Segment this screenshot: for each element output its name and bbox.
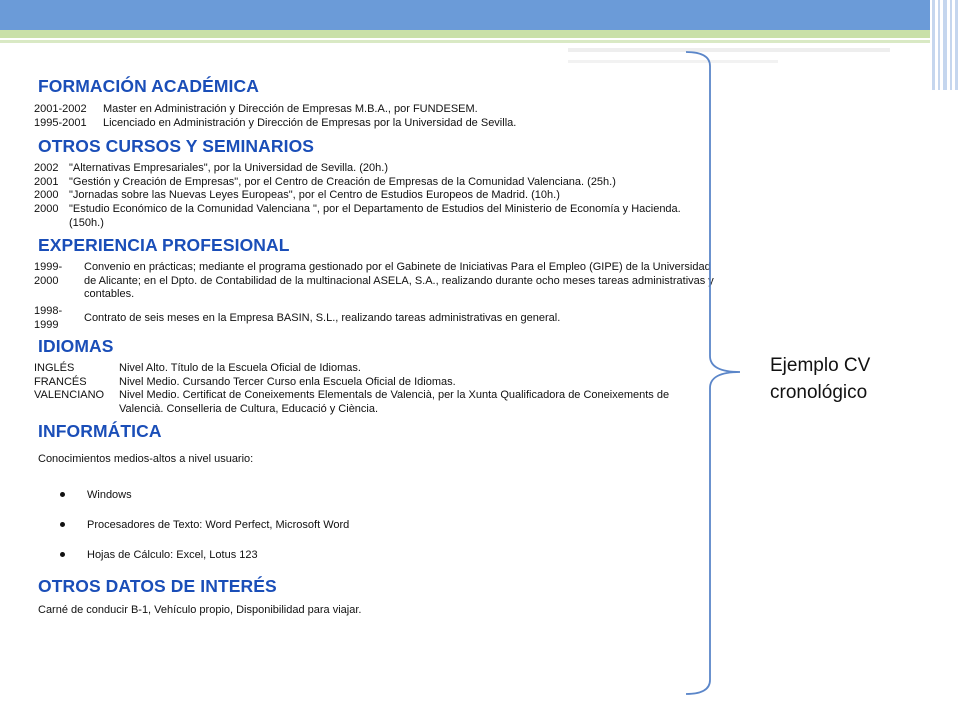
item-text: Convenio en prácticas; mediante el programa gestionado por el Gabinete de Iniciativas Para el Empleo (GIPE) de la Universidad de Alicante; en el Dpto. de Contabilidad de la multinacional ASELA, S.A., realizando durante ocho meses tareas administrativas y contables. — [84, 261, 714, 301]
bullet-icon — [60, 522, 65, 527]
list-item — [34, 103, 714, 117]
list-item — [60, 540, 714, 570]
list-item — [34, 117, 714, 131]
list-item — [34, 362, 714, 376]
list-item — [34, 189, 714, 203]
informatica-intro: Conocimientos medios-altos a nivel usuario: — [38, 452, 254, 465]
item-text: Contrato de seis meses en la Empresa BASIN, S.L., realizando tareas administrativas en general. — [84, 311, 561, 324]
item-text: Nivel Medio. Certificat de Coneixements Elementals de Valencià, per la Xunta Qualificadora de Coneixements de Valencià. Conselleria de Cultura, Educació y Ciència. — [119, 389, 670, 415]
brace-path — [686, 52, 740, 694]
bullet-icon — [60, 492, 65, 497]
section-title-idiomas: IDIOMAS — [38, 336, 114, 357]
item-text: "Gestión y Creación de Empresas", por el Centro de Creación de Empresas de la Comunidad Valenciana. (25h.) — [69, 175, 616, 188]
item-language: FRANCÉS — [34, 375, 87, 388]
slide-top-bar — [0, 0, 930, 30]
item-text: Licenciado en Administración y Dirección de Empresas por la Universidad de Sevilla. — [103, 116, 517, 129]
paper-edge — [568, 60, 778, 63]
section-title-experiencia: EXPERIENCIA PROFESIONAL — [38, 235, 290, 256]
slide-green-line — [0, 40, 930, 43]
item-year: 1995-2001 — [34, 116, 87, 129]
informatica-list — [60, 480, 714, 570]
side-label-line1: Ejemplo CV — [770, 355, 871, 376]
section-title-otros: OTROS DATOS DE INTERÉS — [38, 575, 277, 596]
idiomas-list — [34, 362, 714, 416]
item-year: 2001-2002 — [34, 103, 87, 115]
item-text: Windows — [87, 488, 132, 501]
curly-brace — [684, 50, 744, 696]
list-item — [34, 176, 714, 190]
item-language: VALENCIANO — [34, 389, 105, 402]
experiencia-list — [34, 261, 714, 332]
list-item — [34, 203, 714, 230]
item-text: Procesadores de Texto: Word Perfect, Microsoft Word — [87, 518, 350, 531]
cv-document — [34, 76, 714, 617]
item-text: "Estudio Económico de la Comunidad Valenciana ", por el Departamento de Estudios del Ministerio de Economía y Hacienda. (150h.) — [69, 202, 681, 229]
item-text: Nivel Alto. Título de la Escuela Oficial de Idiomas. — [119, 362, 361, 375]
item-year: 1999- 2000 — [34, 261, 63, 287]
formacion-list — [34, 103, 714, 130]
item-text: "Alternativas Empresariales", por la Universidad de Sevilla. (20h.) — [69, 162, 389, 175]
item-language: INGLÉS — [34, 362, 75, 375]
item-text: "Jornadas sobre las Nuevas Leyes Europeas", por el Centro de Estudios Europeos de Madrid. (10h.) — [69, 189, 560, 202]
slide-green-band — [0, 30, 930, 38]
bullet-icon — [60, 552, 65, 557]
section-title-formacion: FORMACIÓN ACADÉMICA — [38, 76, 259, 96]
list-item — [34, 389, 714, 416]
list-item — [34, 261, 714, 302]
side-label — [770, 352, 870, 406]
list-item — [60, 480, 714, 510]
list-item — [60, 510, 714, 540]
list-item — [34, 376, 714, 390]
section-title-informatica: INFORMÁTICA — [38, 420, 162, 441]
item-year: 2000 — [34, 202, 59, 215]
item-text: Hojas de Cálculo: Excel, Lotus 123 — [87, 548, 258, 561]
otros-text: Carné de conducir B-1, Vehículo propio, Disponibilidad para viajar. — [38, 603, 362, 616]
list-item — [34, 305, 714, 332]
item-year: 1998- 1999 — [34, 304, 63, 331]
item-text: Nivel Medio. Cursando Tercer Curso enla Escuela Oficial de Idiomas. — [119, 375, 456, 388]
section-title-cursos: OTROS CURSOS Y SEMINARIOS — [38, 136, 315, 157]
item-year: 2000 — [34, 189, 59, 202]
slide-corner-stripes — [930, 0, 960, 90]
item-year: 2002 — [34, 162, 59, 175]
side-label-line2: cronológico — [770, 382, 868, 403]
item-year: 2001 — [34, 175, 59, 188]
list-item — [34, 162, 714, 176]
cursos-list — [34, 162, 714, 230]
item-text: Master en Administración y Dirección de Empresas M.B.A., por FUNDESEM. — [103, 103, 478, 115]
